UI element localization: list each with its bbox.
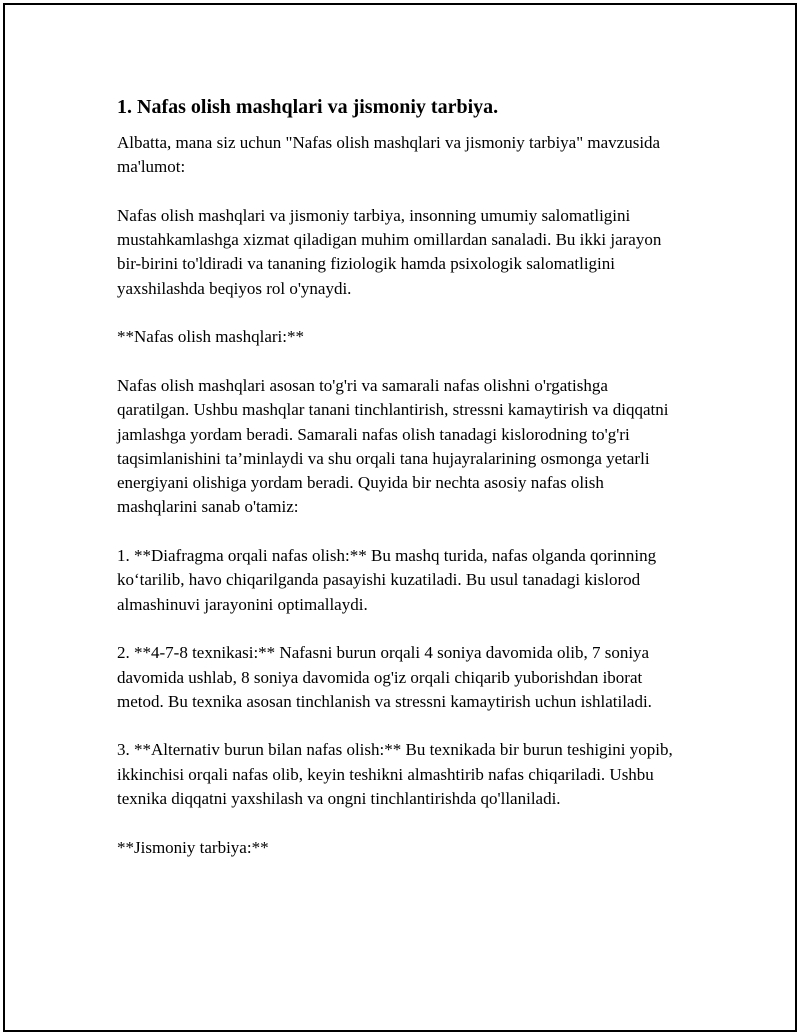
document-title: 1. Nafas olish mashqlari va jismoniy tarbiya.	[117, 96, 499, 118]
list-item-478: 2. **4-7-8 texnikasi:** Nafasni burun orqali 4 soniya davomida olib, 7 soniya davomida ushlab, 8 soniya davomida og'iz orqali chiqarib yuborishdan iborat metod. Bu texnika asosan tinchlanish va stressni kamaytirish uchun ishlatiladi.	[117, 643, 652, 711]
document-body	[117, 94, 677, 884]
intro-paragraph: Albatta, mana siz uchun "Nafas olish mashqlari va jismoniy tarbiya" mavzusida ma'lumot:	[117, 133, 661, 177]
section-heading-breathing: **Nafas olish mashqlari:**	[117, 327, 304, 347]
list-item-alternate-nostril: 3. **Alternativ burun bilan nafas olish:** Bu texnikada bir burun teshigini yopib, ikkinchisi orqali nafas olib, keyin teshikni almashtirib nafas chiqariladi. Ushbu texnika diqqatni yaxshilash va ongni tinchlantirishda qo'llaniladi.	[117, 740, 673, 809]
overview-paragraph: Nafas olish mashqlari va jismoniy tarbiya, insonning umumiy salomatligini mustahkamlashga xizmat qiladigan muhim omillardan sanaladi. Bu ikki jarayon bir-birini to'ldiradi va tananing fiziologik hamda psixologik salomatligini yaxshilashda beqiyos rol o'ynaydi.	[117, 205, 662, 298]
list-item-diaphragm: 1. **Diafragma orqali nafas olish:** Bu mashq turida, nafas olganda qorinning ko‘tarilib, havo chiqarilganda pasayishi kuzatiladi. Bu usul tanadagi kislorod almashinuvi jarayonini optimallaydi.	[117, 546, 657, 614]
breathing-paragraph: Nafas olish mashqlari asosan to'g'ri va samarali nafas olishni o'rgatishga qaratilgan. Ushbu mashqlar tanani tinchlantirish, stressni kamaytirish va diqqatni jamlashga yordam beradi. Samarali nafas olish tanadagi kislorodning to'g'ri taqsimlanishini ta’minlaydi va shu orqali tana hujayralarining osmonga yetarli energiyani olishiga yordam beradi. Quyida bir nechta asosiy nafas olish mashqlarini sanab o'tamiz:	[117, 375, 669, 517]
section-heading-physical: **Jismoniy tarbiya:**	[117, 837, 269, 857]
